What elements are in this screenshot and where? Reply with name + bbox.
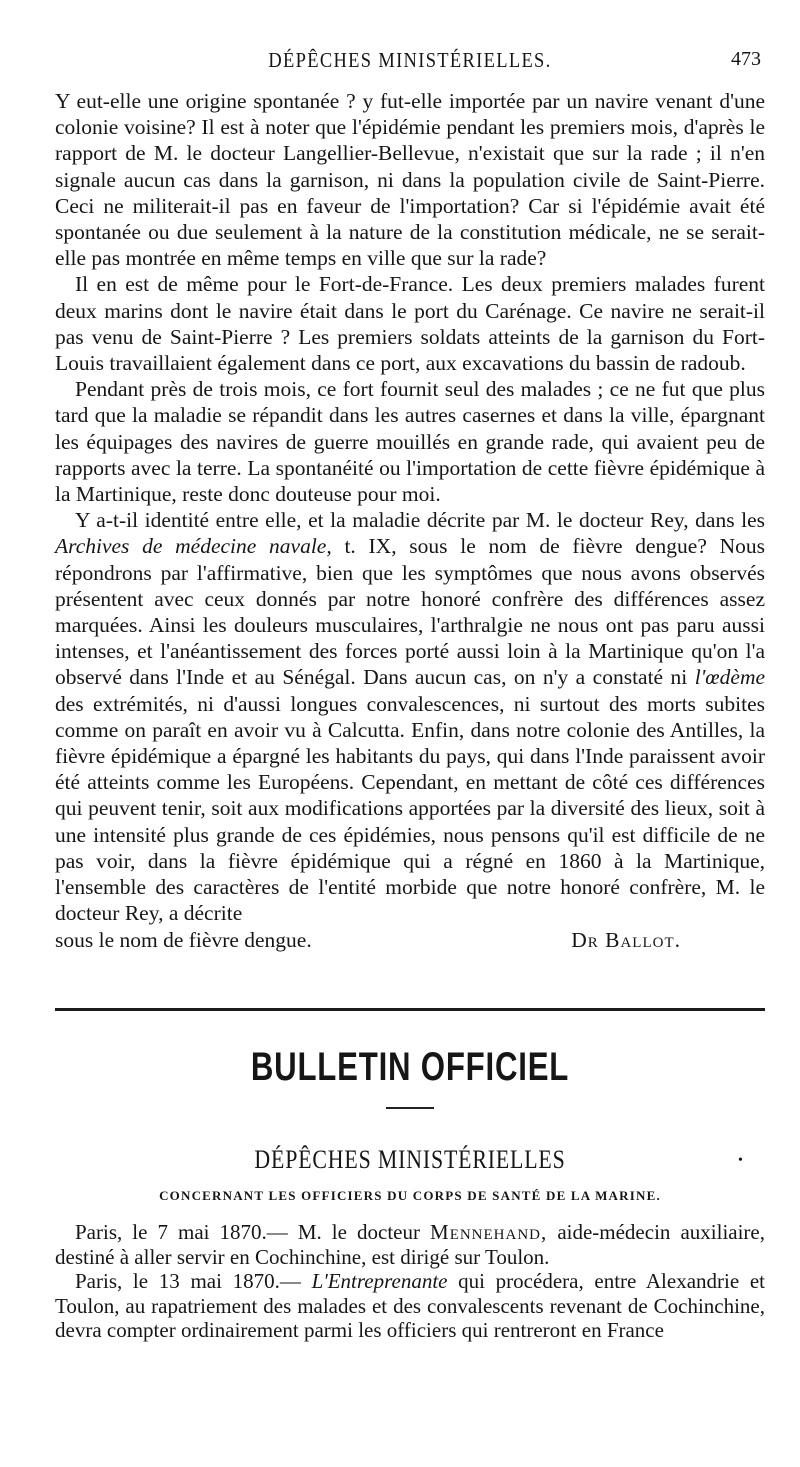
- bulletin-heading: BULLETIN OFFICIEL: [250, 1045, 570, 1089]
- ship-name: L'Entreprenante: [311, 1269, 448, 1293]
- running-head-title: DÉPÊCHES MINISTÉRIELLES.: [268, 48, 552, 72]
- dispatch-date-text: Paris, le 7 mai 1870.— M. le docteur: [75, 1220, 420, 1244]
- author-signature: Dr Ballot.: [571, 927, 681, 952]
- section-divider: [55, 1008, 765, 1011]
- book-page: [55, 0, 765, 1467]
- paragraph-identity: [55, 507, 765, 926]
- article-body: [55, 88, 765, 953]
- dispatches-subheading: CONCERNANT LES OFFICIERS DU CORPS DE SANTÉ DE LA MARINE.: [159, 1188, 661, 1203]
- running-head: [55, 48, 765, 78]
- page-number: 473: [731, 48, 761, 70]
- dispatch-entry: [55, 1220, 765, 1269]
- doctor-name: Mennehand,: [430, 1220, 548, 1244]
- margin-dot-mark: •: [738, 1153, 743, 1168]
- journal-title: Archives de médecine navale,: [55, 534, 332, 559]
- paragraph-origin: Y eut-elle une origine spontanée ? y fut-elle importée par un navire venant d'une colonie voisine? Il est à noter que l'épidémie pendant les premiers mois, d'après le rapport de M. le docteur Langellier-Bellevue, n'existait que sur la rade ; il n'en signale aucun cas dans la garnison, ni dans la population civile de Saint-Pierre. Ceci ne militerait-il pas en faveur de l'importation? Car si l'épidémie avait été spontanée ou due seulement à la nature de la constitution médicale, ne se serait-elle pas montrée en même temps en ville que sur la rade?: [55, 89, 765, 271]
- heading-rule: [386, 1107, 434, 1109]
- identity-text-middle: t. IX, sous le nom de fièvre dengue? Nous répondrons par l'affirmative, bien que les symptômes que nous avons observés présentent avec ceux donnés par notre honoré confrère des différences assez marquées. Ainsi les douleurs musculaires, l'arthralgie ne nous ont pas paru aussi intenses, et l'anéantissement des forces porté aussi loin à la Martinique qu'on l'a observé dans l'Inde et au Sénégal. Dans aucun cas, on n'y a constaté ni: [55, 534, 765, 690]
- oedeme-term: l'œdème: [694, 665, 766, 690]
- dispatch-body: qui procédera, entre Alexandrie et Toulon, au rapatriement des malades et des convalescents revenant de Cochinchine, devra compter ordinairement parmi les officiers qui rentreront en France: [55, 1269, 766, 1342]
- dispatch-date-text: Paris, le 13 mai 1870.—: [75, 1269, 301, 1293]
- identity-text-end: des extrémités, ni d'aussi longues convalescences, ni surtout des morts subites comme on paraît en avoir vu à Calcutta. Enfin, dans notre colonie des Antilles, la fièvre épidémique a épargné les habitants du pays, qui dans l'Inde paraissent avoir été atteints comme les Européens. Cependant, en mettant de côté ces différences qui peuvent tenir, soit aux modifications apportées par la diversité des lieux, soit à une intensité plus grande de ces épidémies, nous pensons qu'il est difficile de ne pas voir, dans la fièvre épidémique qui a régné en 1860 à la Martinique, l'ensemble des caractères de l'entité morbide que notre honoré confrère, M. le docteur Rey, a décrite: [55, 691, 765, 926]
- closing-text: sous le nom de fièvre dengue.: [55, 927, 312, 952]
- dispatch-body: aide-médecin auxiliaire, destiné à aller servir en Cochinchine, est dirigé sur Toulon.: [55, 1220, 765, 1269]
- paragraph-fort-de-france: Il en est de même pour le Fort-de-France. Les deux premiers malades furent deux marins dont le navire était dans le port du Carénage. Ce navire ne serait-il pas venu de Saint-Pierre ? Les premiers soldats atteints de la garnison du Fort-Louis travaillaient également dans ce port, aux excavations du bassin de radoub.: [55, 272, 765, 376]
- dispatch-entry: [55, 1269, 765, 1343]
- dispatch-list: [55, 1220, 765, 1343]
- closing-line: [55, 927, 765, 953]
- identity-text-start: Y a-t-il identité entre elle, et la maladie décrite par M. le docteur Rey, dans les: [75, 508, 765, 533]
- dispatches-heading: DÉPÊCHES MINISTÉRIELLES: [254, 1145, 566, 1174]
- paragraph-three-months: Pendant près de trois mois, ce fort fournit seul des malades ; ce ne fut que plus tard que la maladie se répandit dans les autres casernes et dans la ville, épargnant les équipages des navires de guerre mouillés en grande rade, qui avaient peu de rapports avec la terre. La spontanéité ou l'importation de cette fièvre épidémique à la Martinique, reste donc douteuse pour moi.: [55, 377, 765, 507]
